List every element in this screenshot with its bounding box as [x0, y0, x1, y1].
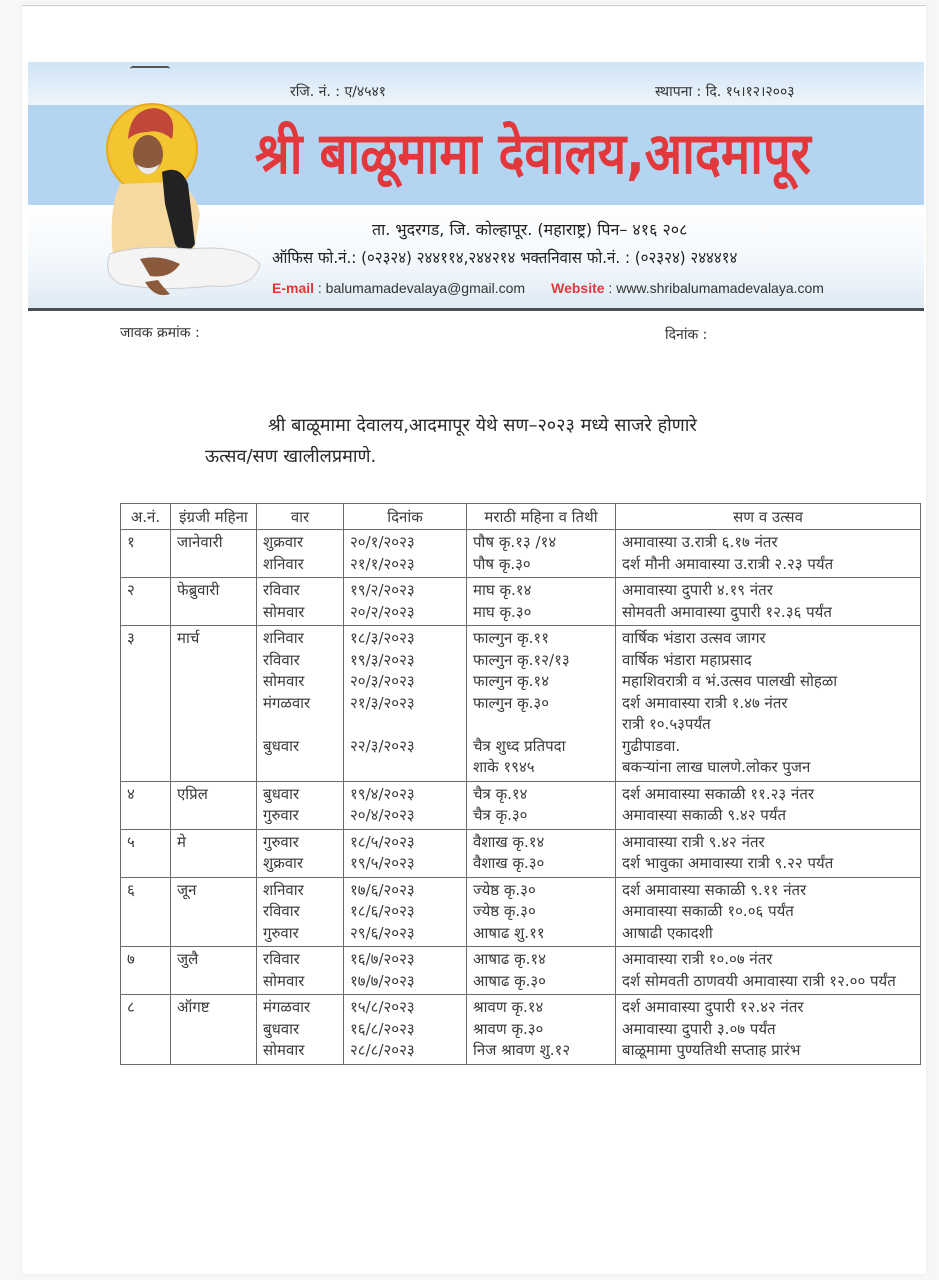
weekday-line: शुक्रवार	[263, 854, 304, 872]
cell-festival	[616, 877, 921, 947]
cell-festival	[616, 781, 921, 829]
page-edge	[22, 5, 926, 6]
cell-weekday	[257, 829, 344, 877]
weekday-line: सोमवार	[263, 971, 305, 990]
date-line: १८/३/२०२३	[350, 629, 415, 647]
address: ता. भुदरगड, जि. कोल्हापूर. (महाराष्ट्र) पिन– ४१६ २०८	[372, 220, 688, 239]
cell-festival	[616, 578, 921, 626]
weekday-line: रविवार	[263, 950, 300, 968]
cell-festival	[616, 530, 921, 578]
festival-line: दर्श अमावास्या सकाळी ११.२३ नंतर	[622, 784, 815, 803]
festival-table	[120, 503, 921, 1065]
festival-line: रात्री १०.५३पर्यंत	[622, 715, 711, 733]
weekday-line: रविवार	[263, 902, 300, 920]
festival-line: अमावास्या रात्री १०.०७ नंतर	[622, 950, 773, 968]
tithi-line: श्रावण कृ.३०	[473, 1019, 544, 1038]
table-header-row	[121, 504, 921, 530]
weekday-line	[263, 714, 337, 736]
tithi-line: आषाढ कृ.३०	[473, 971, 546, 990]
tithi-line: माघ कृ.३०	[473, 602, 532, 621]
weekday-line: रविवार	[263, 650, 300, 669]
weekday-line: गुरुवार	[263, 923, 299, 942]
weekday-line: शुक्रवार	[263, 533, 304, 551]
tithi-line: ज्येष्ठ कृ.३०	[473, 880, 536, 899]
festival-line: अमावास्या उ.रात्री ६.१७ नंतर	[622, 533, 778, 551]
festival-line: अमावास्या सकाळी १०.०६ पर्यंत	[622, 902, 794, 920]
festival-line: दर्श अमावास्या दुपारी १२.४२ नंतर	[622, 998, 804, 1016]
header-weekday: वार	[257, 504, 344, 530]
website-label: Website	[551, 280, 605, 296]
cell-date	[344, 530, 467, 578]
cell-weekday	[257, 947, 344, 995]
weekday-line: शनिवार	[263, 554, 304, 573]
date-line: १७/७/२०२३	[350, 971, 415, 990]
date-line: २८/८/२०२३	[350, 1041, 415, 1059]
weekday-line: बुधवार	[263, 1019, 300, 1038]
tithi-line: चैत्र शुध्द प्रतिपदा	[473, 736, 566, 755]
festival-line: वार्षिक भंडारा महाप्रसाद	[622, 650, 752, 669]
organization-title: श्री बाळूमामा देवालय,आदमापूर	[255, 121, 811, 187]
date-label: दिनांक :	[665, 327, 708, 343]
cell-festival	[616, 995, 921, 1065]
festival-line: आषाढी एकादशी	[622, 923, 713, 942]
weekday-line: सोमवार	[263, 672, 305, 690]
weekday-line: शनिवार	[263, 629, 304, 647]
weekday-line: बुधवार	[263, 784, 300, 803]
festival-line: अमावास्या रात्री ९.४२ नंतर	[622, 832, 765, 851]
festival-line: सोमवती अमावास्या दुपारी १२.३६ पर्यंत	[622, 602, 832, 621]
cell-english-month: मे	[171, 829, 257, 877]
tithi-line: शाके १९४५	[473, 758, 535, 776]
festival-line: गुढीपाडवा.	[622, 736, 681, 755]
table-row	[121, 626, 921, 782]
header-marathi-month-tithi: मराठी महिना व तिथी	[467, 504, 616, 530]
table-row	[121, 877, 921, 947]
cell-serial: ५	[121, 829, 171, 877]
cell-serial: ७	[121, 947, 171, 995]
cell-serial: ८	[121, 995, 171, 1065]
cell-english-month: फेब्रुवारी	[171, 578, 257, 626]
tithi-line: श्रावण कृ.१४	[473, 998, 544, 1016]
festival-line: अमावास्या दुपारी ३.०७ पर्यंत	[622, 1019, 776, 1038]
cell-weekday	[257, 995, 344, 1065]
cell-weekday	[257, 626, 344, 782]
tithi-line	[473, 714, 609, 736]
table-row	[121, 781, 921, 829]
tithi-line: चैत्र कृ.१४	[473, 784, 528, 803]
cell-festival	[616, 947, 921, 995]
festival-line: दर्श भावुका अमावास्या रात्री ९.२२ पर्यंत	[622, 854, 834, 872]
date-line: २०/१/२०२३	[350, 533, 415, 551]
tithi-line: ज्येष्ठ कृ.३०	[473, 902, 536, 920]
cell-english-month: जुलै	[171, 947, 257, 995]
cell-english-month: मार्च	[171, 626, 257, 782]
cell-festival	[616, 626, 921, 782]
hanger-mark	[130, 66, 170, 71]
weekday-line: गुरुवार	[263, 832, 299, 851]
date-line: १६/८/२०२३	[350, 1019, 415, 1038]
tithi-line: पौष कृ.३०	[473, 554, 531, 573]
tithi-line: आषाढ शु.११	[473, 923, 545, 942]
face	[133, 135, 163, 173]
intro-line-1: श्री बाळूमामा देवालय,आदमापूर येथे सण–२०२३ मध्ये साजरे होणारे	[268, 415, 697, 436]
weekday-line: गुरुवार	[263, 806, 299, 824]
header-english-month: इंग्रजी महिना	[171, 504, 257, 530]
cell-marathi-tithi	[467, 877, 616, 947]
festival-line: दर्श अमावास्या रात्री १.४७ नंतर	[622, 693, 788, 712]
weekday-line: मंगळवार	[263, 998, 311, 1016]
email-address[interactable]: : balumamadevalaya@gmail.com	[314, 280, 526, 296]
festival-line: बाळूमामा पुण्यतिथी सप्ताह प्रारंभ	[622, 1041, 801, 1059]
cell-serial: १	[121, 530, 171, 578]
tithi-line: पौष कृ.१३ /१४	[473, 533, 557, 551]
cell-marathi-tithi	[467, 530, 616, 578]
tithi-line: फाल्गुन कृ.१२/१३	[473, 650, 570, 669]
cell-date	[344, 829, 467, 877]
date-line: २०/३/२०२३	[350, 672, 415, 690]
cell-weekday	[257, 530, 344, 578]
cell-serial: ६	[121, 877, 171, 947]
date-line: १९/२/२०२३	[350, 581, 415, 599]
tithi-line: चैत्र कृ.३०	[473, 806, 528, 824]
cell-marathi-tithi	[467, 947, 616, 995]
date-line: १६/७/२०२३	[350, 950, 415, 968]
phone-numbers: ऑफिस फो.नं.: (०२३२४) २४४११४,२४४२१४ भक्तनिवास फो.नं. : (०२३२४) २४४४१४	[272, 248, 738, 267]
tithi-line: फाल्गुन कृ.११	[473, 629, 550, 647]
date-line: २०/४/२०२३	[350, 806, 415, 824]
cell-marathi-tithi	[467, 578, 616, 626]
date-line	[350, 714, 460, 736]
weekday-line: शनिवार	[263, 880, 304, 899]
festival-line: अमावास्या दुपारी ४.१९ नंतर	[622, 581, 773, 599]
table-row	[121, 530, 921, 578]
cell-date	[344, 877, 467, 947]
contact-line	[272, 280, 824, 296]
weekday-line: रविवार	[263, 581, 300, 599]
date-line: २१/१/२०२३	[350, 554, 415, 573]
tithi-line: फाल्गुन कृ.१४	[473, 672, 550, 690]
header-date: दिनांक	[344, 504, 467, 530]
weekday-line: मंगळवार	[263, 693, 311, 712]
cell-marathi-tithi	[467, 829, 616, 877]
cell-english-month: जून	[171, 877, 257, 947]
date-line: १८/६/२०२३	[350, 902, 415, 920]
cell-festival	[616, 829, 921, 877]
date-line: १९/४/२०२३	[350, 784, 415, 803]
cell-date	[344, 578, 467, 626]
cell-serial: ४	[121, 781, 171, 829]
website-url[interactable]: : www.shribalumamadevalaya.com	[604, 280, 824, 296]
established-date: स्थापना : दि. १५।१२।२००३	[655, 84, 795, 100]
cell-marathi-tithi	[467, 626, 616, 782]
tithi-line: निज श्रावण शु.१२	[473, 1041, 571, 1059]
festival-line: बकऱ्यांना लाख घालणे.लोकर पुजन	[622, 758, 811, 776]
table-row	[121, 995, 921, 1065]
weekday-line: सोमवार	[263, 602, 305, 621]
cell-english-month: ऑगष्ट	[171, 995, 257, 1065]
cell-weekday	[257, 781, 344, 829]
cell-weekday	[257, 877, 344, 947]
festival-line: महाशिवरात्री व भं.उत्सव पालखी सोहळा	[622, 672, 838, 690]
cell-marathi-tithi	[467, 781, 616, 829]
date-line: १८/५/२०२३	[350, 832, 415, 851]
date-line: २०/२/२०२३	[350, 602, 415, 621]
dhoti	[108, 247, 260, 288]
cell-date	[344, 947, 467, 995]
festival-line: अमावास्या सकाळी ९.४२ पर्यंत	[622, 806, 787, 824]
date-line: १९/५/२०२३	[350, 854, 415, 872]
cell-weekday	[257, 578, 344, 626]
table-row	[121, 829, 921, 877]
festival-line: दर्श मौनी अमावास्या उ.रात्री २.२३ पर्यंत	[622, 554, 834, 573]
cell-date	[344, 626, 467, 782]
cell-date	[344, 781, 467, 829]
outward-number-label: जावक क्रमांक :	[120, 325, 200, 341]
weekday-line: सोमवार	[263, 1041, 305, 1059]
email-label: E-mail	[272, 280, 315, 296]
cell-english-month: एप्रिल	[171, 781, 257, 829]
table-row	[121, 578, 921, 626]
festival-line: वार्षिक भंडारा उत्सव जागर	[622, 629, 766, 647]
cell-english-month: जानेवारी	[171, 530, 257, 578]
date-line: १९/३/२०२३	[350, 650, 415, 669]
date-line: १७/६/२०२३	[350, 880, 415, 899]
weekday-line: बुधवार	[263, 736, 300, 755]
header-serial: अ.नं.	[121, 504, 171, 530]
registration-number: रजि. नं. : ए/४५४१	[290, 84, 387, 100]
table-row	[121, 947, 921, 995]
date-line: २१/३/२०२३	[350, 693, 415, 712]
portrait-image	[100, 94, 268, 309]
header-festival: सण व उत्सव	[616, 504, 921, 530]
tithi-line: माघ कृ.१४	[473, 581, 532, 599]
cell-marathi-tithi	[467, 995, 616, 1065]
tithi-line: वैशाख कृ.१४	[473, 832, 545, 851]
tithi-line: फाल्गुन कृ.३०	[473, 693, 550, 712]
tithi-line: आषाढ कृ.१४	[473, 950, 546, 968]
cell-date	[344, 995, 467, 1065]
date-line: २९/६/२०२३	[350, 923, 415, 942]
festival-line: दर्श सोमवती ठाणवयी अमावास्या रात्री १२.०० पर्यंत	[622, 971, 896, 990]
cell-serial: २	[121, 578, 171, 626]
date-line: १५/८/२०२३	[350, 998, 415, 1016]
cell-serial: ३	[121, 626, 171, 782]
date-line: २२/३/२०२३	[350, 736, 415, 755]
festival-line: दर्श अमावास्या सकाळी ९.११ नंतर	[622, 880, 807, 899]
intro-line-2: ऊत्सव/सण खालीलप्रमाणे.	[205, 446, 377, 467]
tithi-line: वैशाख कृ.३०	[473, 854, 545, 872]
